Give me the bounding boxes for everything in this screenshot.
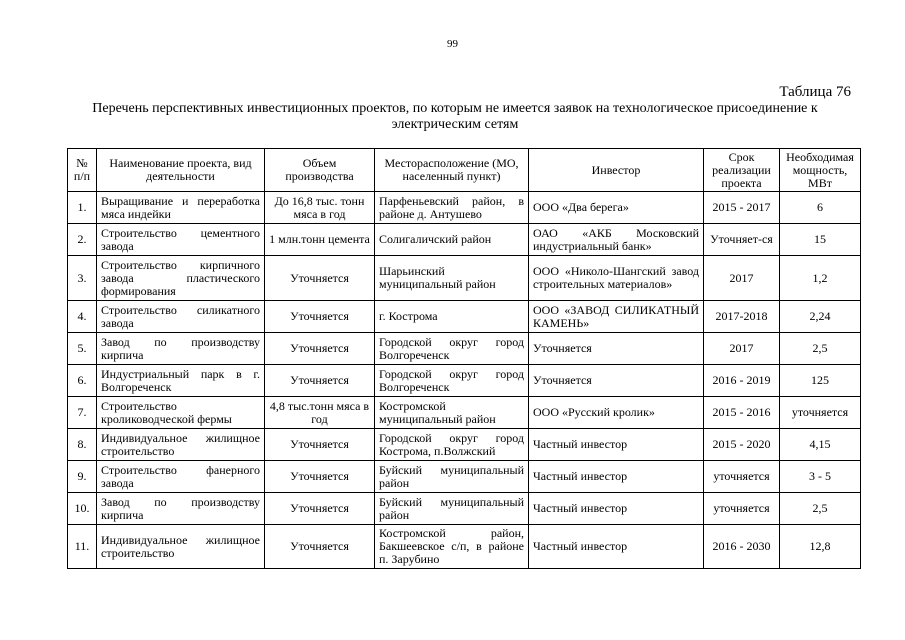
cell-power: уточняется: [780, 397, 861, 429]
cell-num: 11.: [68, 525, 97, 569]
cell-power: 3 - 5: [780, 461, 861, 493]
table-row: [68, 429, 861, 461]
table-row: [68, 333, 861, 365]
cell-investor: Частный инвестор: [529, 493, 704, 525]
cell-location: Костромской муниципальный район: [375, 397, 529, 429]
cell-investor: Уточняется: [529, 333, 704, 365]
table-header-row: [68, 149, 861, 192]
cell-num: 3.: [68, 256, 97, 301]
cell-name: Строительство кирпичного завода пластического формирования: [97, 256, 265, 301]
cell-power: 6: [780, 192, 861, 224]
cell-investor: ООО «Русский кролик»: [529, 397, 704, 429]
table-row: [68, 192, 861, 224]
cell-name: Завод по производству кирпича: [97, 493, 265, 525]
cell-volume: Уточняется: [265, 256, 375, 301]
cell-volume: Уточняется: [265, 461, 375, 493]
cell-volume: 4,8 тыс.тонн мяса в год: [265, 397, 375, 429]
cell-investor: ОАО «АКБ Московский индустриальный банк»: [529, 224, 704, 256]
table-row: [68, 525, 861, 569]
cell-location: Буйский муниципальный район: [375, 461, 529, 493]
cell-name: Завод по производству кирпича: [97, 333, 265, 365]
cell-volume: Уточняется: [265, 525, 375, 569]
cell-term: 2015 - 2020: [704, 429, 780, 461]
cell-num: 9.: [68, 461, 97, 493]
cell-power: 12,8: [780, 525, 861, 569]
cell-power: 2,5: [780, 493, 861, 525]
table-row: [68, 301, 861, 333]
cell-volume: До 16,8 тыс. тонн мяса в год: [265, 192, 375, 224]
cell-power: 2,5: [780, 333, 861, 365]
cell-investor: ООО «Николо-Шангский завод строительных материалов»: [529, 256, 704, 301]
investment-projects-table: [67, 148, 861, 569]
cell-volume: Уточняется: [265, 301, 375, 333]
cell-num: 4.: [68, 301, 97, 333]
cell-num: 10.: [68, 493, 97, 525]
document-title: Перечень перспективных инвестиционных проектов, по которым не имеется заявок на технологическое присоединение к электрическим сетям: [92, 101, 818, 132]
table-label: Таблица 76: [779, 84, 851, 100]
cell-name: Индустриальный парк в г. Волгореченск: [97, 365, 265, 397]
cell-location: Буйский муниципальный район: [375, 493, 529, 525]
cell-name: Выращивание и переработка мяса индейки: [97, 192, 265, 224]
cell-power: 125: [780, 365, 861, 397]
cell-term: Уточняет-ся: [704, 224, 780, 256]
header-num: № п/п: [68, 149, 97, 192]
header-term: Срок реализации проекта: [704, 149, 780, 192]
cell-power: 2,24: [780, 301, 861, 333]
cell-power: 4,15: [780, 429, 861, 461]
cell-num: 2.: [68, 224, 97, 256]
cell-power: 15: [780, 224, 861, 256]
cell-investor: Частный инвестор: [529, 525, 704, 569]
cell-name: Индивидуальное жилищное строительство: [97, 525, 265, 569]
cell-volume: Уточняется: [265, 493, 375, 525]
table-row: [68, 397, 861, 429]
cell-term: 2017-2018: [704, 301, 780, 333]
cell-name: Строительство фанерного завода: [97, 461, 265, 493]
cell-name: Строительство цементного завода: [97, 224, 265, 256]
header-volume: Объем производства: [265, 149, 375, 192]
cell-term: 2016 - 2019: [704, 365, 780, 397]
cell-volume: 1 млн.тонн цемента: [265, 224, 375, 256]
cell-num: 1.: [68, 192, 97, 224]
table-row: [68, 461, 861, 493]
cell-term: 2017: [704, 256, 780, 301]
cell-investor: ООО «Два берега»: [529, 192, 704, 224]
cell-name: Строительство кролиководческой фермы: [97, 397, 265, 429]
cell-investor: Уточняется: [529, 365, 704, 397]
cell-volume: Уточняется: [265, 429, 375, 461]
table-row: [68, 365, 861, 397]
header-power: Необходимая мощность, МВт: [780, 149, 861, 192]
table-row: [68, 493, 861, 525]
header-investor: Инвестор: [529, 149, 704, 192]
cell-location: Городской округ город Волгореченск: [375, 333, 529, 365]
cell-term: 2017: [704, 333, 780, 365]
cell-name: Индивидуальное жилищное строительство: [97, 429, 265, 461]
cell-power: 1,2: [780, 256, 861, 301]
cell-location: Костромской район, Бакшеевское с/п, в районе п. Зарубино: [375, 525, 529, 569]
cell-investor: Частный инвестор: [529, 429, 704, 461]
cell-location: Парфеньевский район, в районе д. Антушево: [375, 192, 529, 224]
cell-location: Солигаличский район: [375, 224, 529, 256]
cell-num: 5.: [68, 333, 97, 365]
cell-volume: Уточняется: [265, 333, 375, 365]
cell-investor: Частный инвестор: [529, 461, 704, 493]
cell-volume: Уточняется: [265, 365, 375, 397]
cell-num: 6.: [68, 365, 97, 397]
cell-term: 2015 - 2017: [704, 192, 780, 224]
cell-term: уточняется: [704, 493, 780, 525]
cell-num: 7.: [68, 397, 97, 429]
cell-term: 2015 - 2016: [704, 397, 780, 429]
cell-location: Шарьинский муниципальный район: [375, 256, 529, 301]
cell-location: г. Кострома: [375, 301, 529, 333]
cell-investor: ООО «ЗАВОД СИЛИКАТНЫЙ КАМЕНЬ»: [529, 301, 704, 333]
cell-num: 8.: [68, 429, 97, 461]
page-number: 99: [447, 38, 458, 50]
table-row: [68, 256, 861, 301]
cell-name: Строительство силикатного завода: [97, 301, 265, 333]
cell-location: Городской округ город Волгореченск: [375, 365, 529, 397]
cell-location: Городской округ город Кострома, п.Волжский: [375, 429, 529, 461]
cell-term: уточняется: [704, 461, 780, 493]
header-location: Месторасположение (МО, населенный пункт): [375, 149, 529, 192]
cell-term: 2016 - 2030: [704, 525, 780, 569]
header-name: Наименование проекта, вид деятельности: [97, 149, 265, 192]
table-row: [68, 224, 861, 256]
